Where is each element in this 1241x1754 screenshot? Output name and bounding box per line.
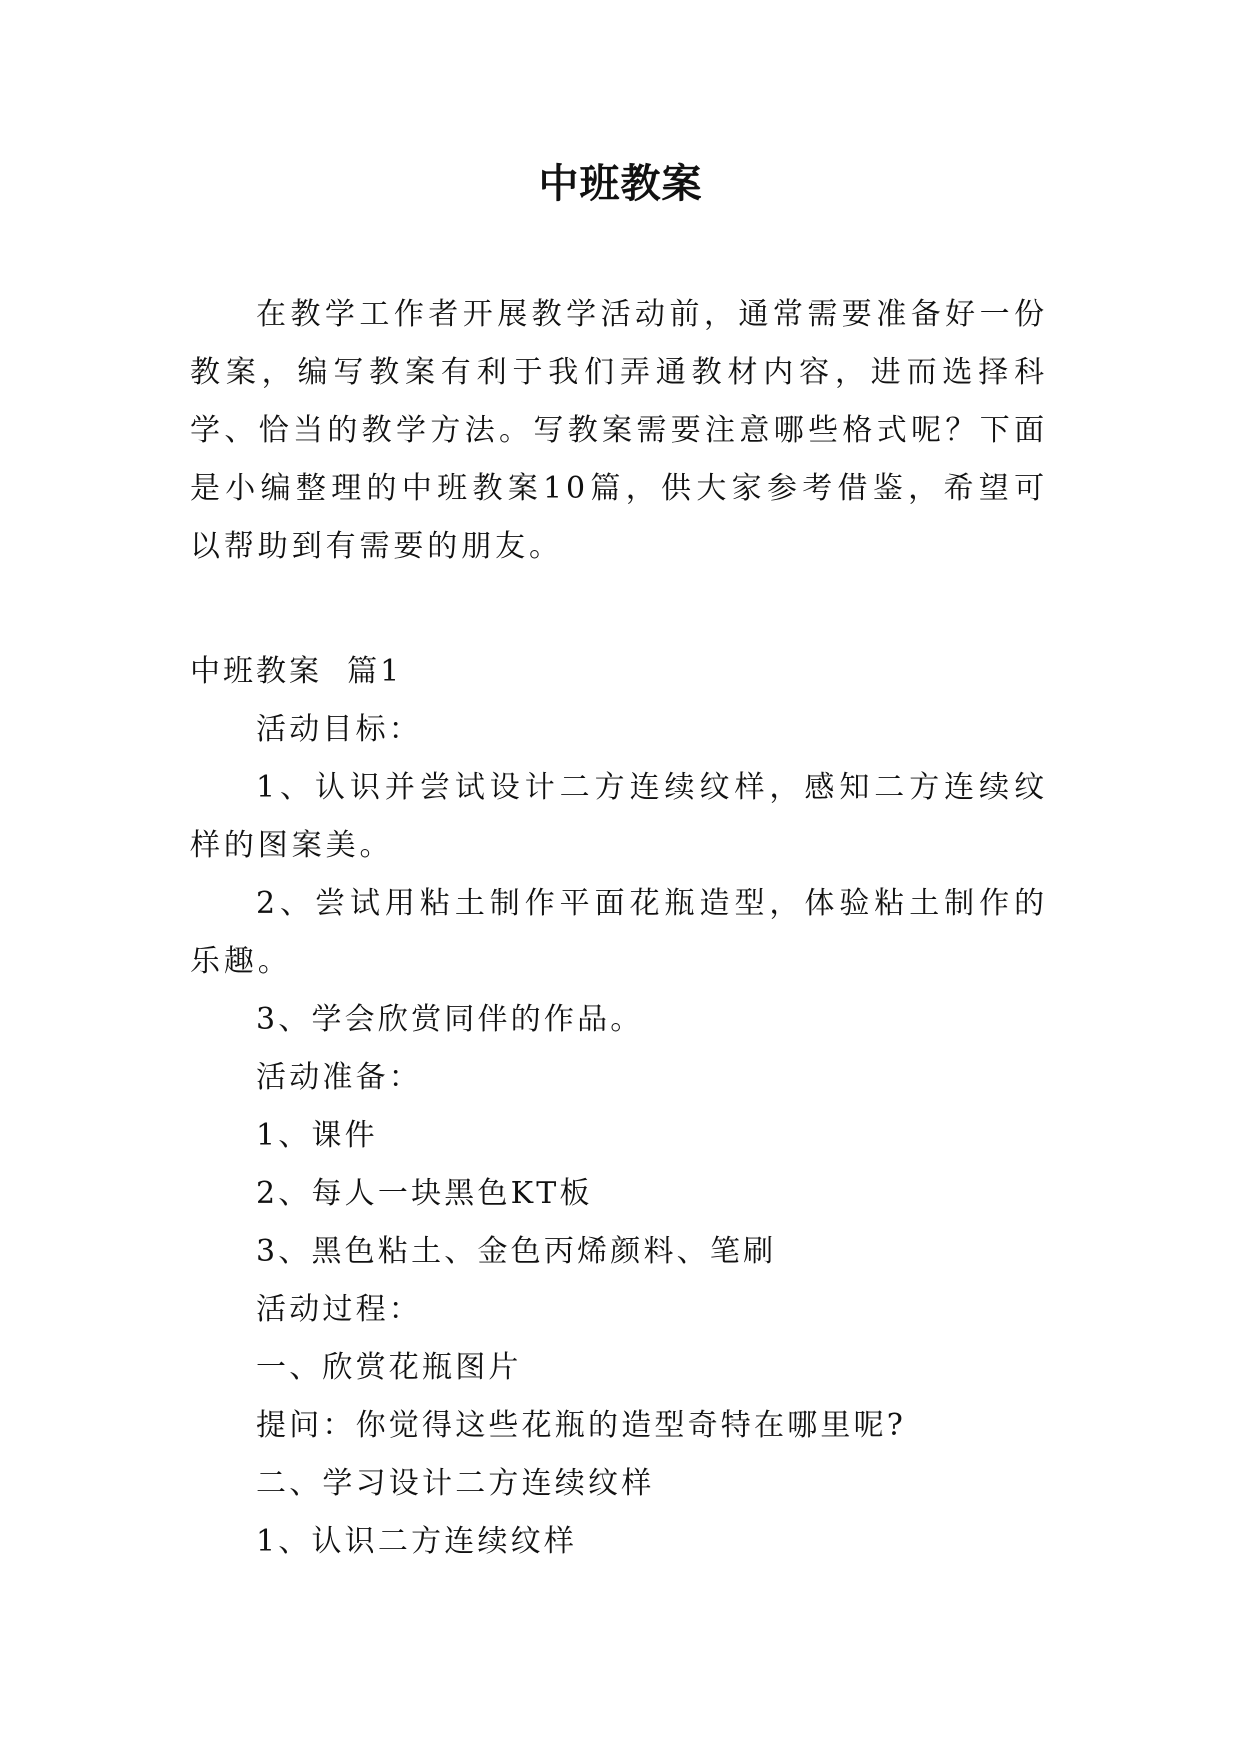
intro-paragraph: 在教学工作者开展教学活动前，通常需要准备好一份教案，编写教案有利于我们弄通教材内容，进而选择科学、恰当的教学方法。写教案需要注意哪些格式呢？下面是小编整理的中班教案10篇，供大家参考借鉴，希望可以帮助到有需要的朋友。	[190, 297, 1048, 564]
preparation-item-3: 3、黑色粘土、金色丙烯颜料、笔刷	[256, 1234, 777, 1269]
process-step-2: 二、学习设计二方连续纹样	[256, 1466, 655, 1501]
process-question: 提问：你觉得这些花瓶的造型奇特在哪里呢?	[256, 1408, 907, 1443]
process-substep-1: 1、认识二方连续纹样	[256, 1524, 578, 1559]
goal-item-2: 2、尝试用粘土制作平面花瓶造型，体验粘土制作的乐趣。	[190, 886, 1048, 979]
heading-activity-goals: 活动目标：	[256, 712, 422, 747]
document-title: 中班教案	[538, 161, 703, 207]
section-title: 中班教案 篇1	[190, 654, 403, 689]
document-body	[190, 286, 1048, 1571]
process-step-1: 一、欣赏花瓶图片	[256, 1350, 522, 1385]
heading-activity-process: 活动过程：	[256, 1292, 422, 1327]
preparation-item-2: 2、每人一块黑色KT板	[256, 1176, 593, 1211]
preparation-item-1: 1、课件	[256, 1118, 378, 1153]
goal-item-3: 3、学会欣赏同伴的作品。	[256, 1002, 644, 1037]
goal-item-1: 1、认识并尝试设计二方连续纹样，感知二方连续纹样的图案美。	[190, 770, 1048, 863]
heading-activity-preparation: 活动准备：	[256, 1060, 422, 1095]
